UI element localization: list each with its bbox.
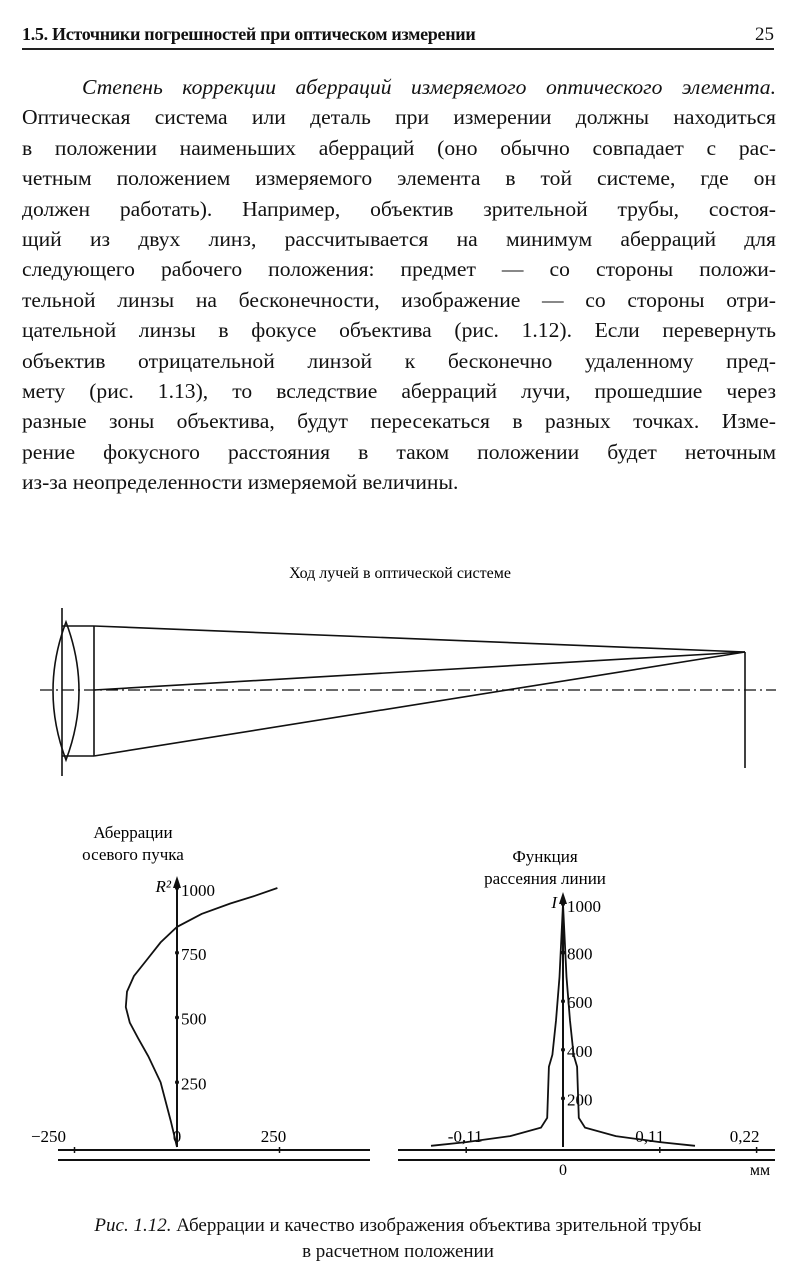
x-tick-label: 0 [172,1127,182,1146]
y-tick [175,951,179,955]
figure-caption [20,1215,776,1237]
x-tick-label: −250 [30,1127,67,1146]
x-tick-label: 0,22 [729,1127,760,1146]
lens [53,622,79,760]
text-line: щий из двух линз, рассчитывается на минимум аберраций для [22,226,776,251]
chart-title-line1: Аберрации [93,823,173,842]
paragraph-heading: Степень коррекции аберраций измеряемого оптического элемента. [82,75,776,99]
y-tick-label: 200 [567,1090,593,1110]
text-line: следующего рабочего положения: предмет — со стороны положи- [22,257,776,282]
ray-diagram-title: Ход лучей в оптической системе [289,565,511,582]
y-axis-label: I [551,893,557,912]
ray-diagram [40,608,776,776]
text-line: цательной линзы в фокусе объектива (рис. 1.12). Если перевернуть [22,318,776,343]
caption-label: Рис. 1.12. [94,1215,172,1236]
section-title: 1.5. Источники погрешностей при оптическом измерении [22,24,476,44]
text-line: должен работать). Например, объектив зрительной трубы, состоя- [22,196,776,221]
y-tick-label: 1000 [567,897,601,916]
y-axis-label: R² [155,877,171,896]
text-line: мету (рис. 1.13), то вследствие аберраций лучи, прошедшие через [22,378,776,403]
chart-axial-aberrations [31,823,370,1160]
y-tick [561,1096,565,1100]
caption-text: Аберрации и качество изображения объектива зрительной трубы [176,1215,702,1236]
y-tick-label: 500 [181,1009,207,1029]
ray-top [94,626,745,652]
page-number: 25 [755,24,774,45]
text-line: объектив отрицательной линзой к бесконечно удаленному пред- [22,348,776,373]
text-line: тельной линзы на бесконечности, изображение — со стороны отри- [22,287,776,312]
x-tick-label: 250 [260,1127,287,1146]
text-line: из-за неопределенности измеряемой величины. [22,470,459,495]
chart-title-line2: рассеяния линии [484,869,606,888]
y-tick-label: 1000 [181,881,215,900]
y-tick-label: 600 [567,993,593,1013]
y-tick [175,1080,179,1084]
y-tick [175,1016,179,1020]
x-tick-label: 0,11 [635,1127,665,1146]
x-unit-label: мм [749,1162,771,1179]
caption-line2: в расчетном положении [302,1241,494,1262]
x-zero-label: 0 [559,1162,567,1179]
y-tick [175,886,179,890]
chart-title-line2: осевого пучка [82,845,184,864]
chart-line-spread-function [398,847,775,1179]
y-tick-label: 250 [181,1074,207,1094]
text-line: в положении наименьших аберраций (оно обычно совпадает с рас- [22,135,776,160]
text-line: разные зоны объектива, будут пересекаться в разных точках. Изме- [22,409,776,434]
y-tick-label: 750 [181,944,207,964]
chart-title-line1: Функция [512,847,578,866]
y-tick-label: 800 [567,944,593,964]
y-tick-label: 400 [567,1041,593,1061]
y-tick [561,1048,565,1052]
ray-middle [94,652,745,690]
text-line: Оптическая система или деталь при измерении должны находиться [22,105,776,130]
y-tick [561,999,565,1003]
x-tick-label: -0,11 [447,1127,483,1146]
text-line: рение фокусного расстояния в таком положении будет неточным [22,439,776,464]
text-line: четным положением измеряемого элемента в той системе, где он [22,166,776,191]
ray-bottom [94,652,745,756]
